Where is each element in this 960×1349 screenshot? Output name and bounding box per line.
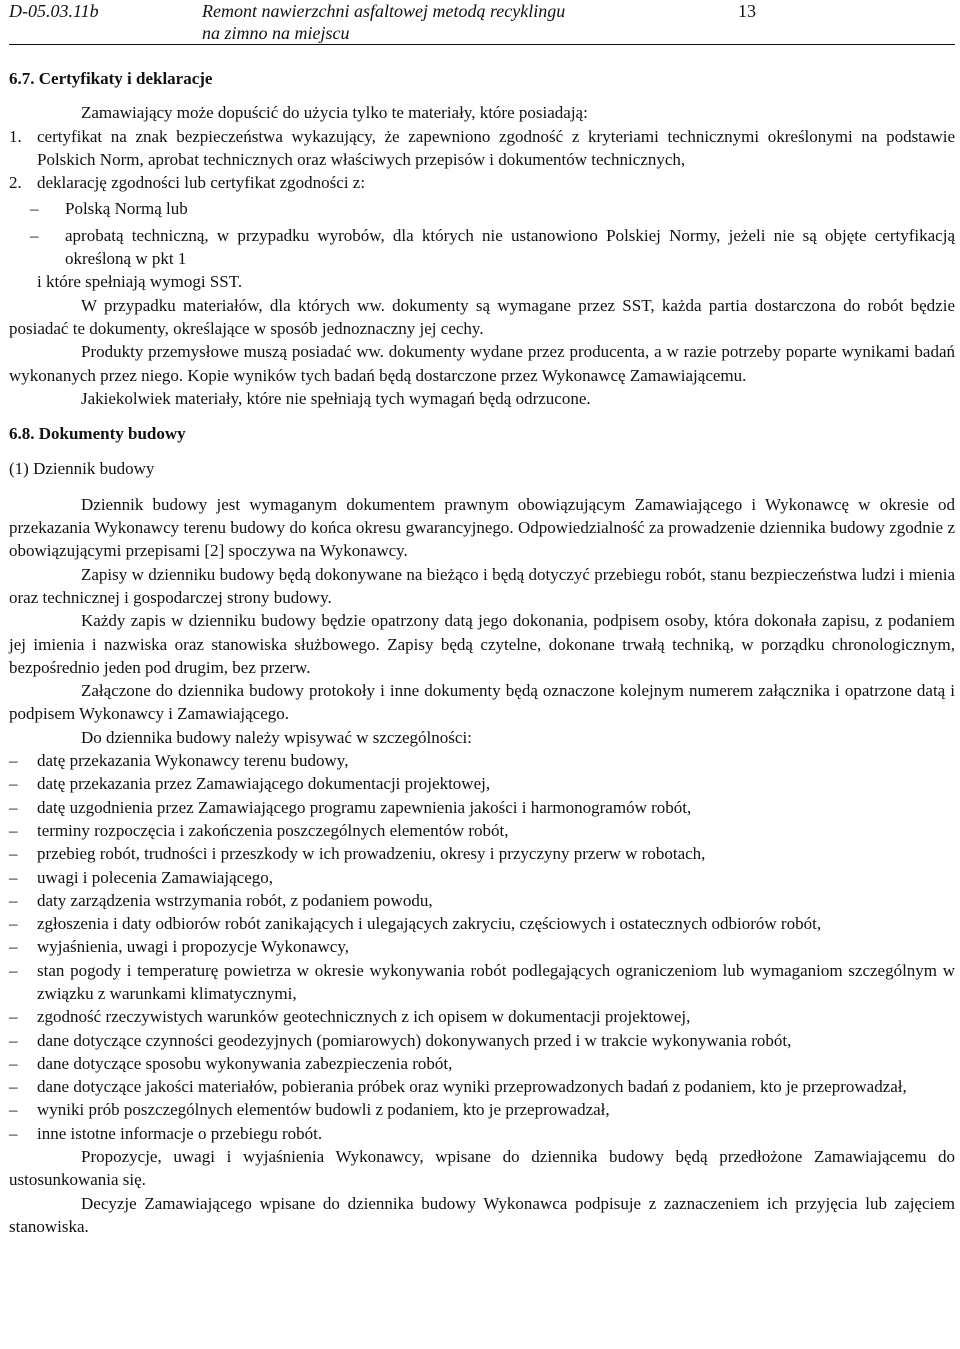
list-item-text: zgłoszenia i daty odbiorów robót zanikających i ulegających zakryciu, częściowych i ostatecznych odbiorów robót,: [37, 914, 822, 934]
list-item-text: przebieg robót, trudności i przeszkody w ich prowadzeniu, okresy i przyczyny przerw w robotach,: [37, 844, 706, 864]
list-item-text: datę przekazania Wykonawcy terenu budowy,: [37, 751, 349, 771]
list-item: [9, 1122, 955, 1145]
dash-bullet: –: [9, 820, 18, 840]
list-item: [9, 819, 955, 842]
dash-bullet: –: [9, 1053, 18, 1073]
dash-bullet: –: [9, 937, 18, 957]
list-item: [9, 889, 955, 912]
list-item-text: terminy rozpoczęcia i zakończenia poszczególnych elementów robót,: [37, 820, 509, 840]
list-item: [9, 959, 955, 1006]
dash-bullet: –: [9, 774, 18, 794]
list-item: [9, 935, 955, 958]
list-item-text: dane dotyczące czynności geodezyjnych (pomiarowych) dokonywanych przed i w trakcie wykonywania robót,: [37, 1030, 792, 1050]
paragraph: Propozycje, uwagi i wyjaśnienia Wykonawcy, wpisane do dziennika budowy będą przedłożone Zamawiającemu do ustosunkowania się.: [9, 1147, 955, 1190]
list-item-text: wyjaśnienia, uwagi i propozycje Wykonawcy,: [37, 937, 349, 957]
list-item-text: dane dotyczące sposobu wykonywania zabezpieczenia robót,: [37, 1053, 453, 1073]
dash-bullet: –: [9, 890, 18, 910]
list-item: [9, 842, 955, 865]
list-item: [9, 866, 955, 889]
subsection-heading: (1) Dziennik budowy: [9, 459, 155, 479]
numbered-item: [9, 125, 955, 172]
item-number: 1.: [9, 126, 22, 146]
paragraph: Zapisy w dzienniku budowy będą dokonywane na bieżąco i będą dotyczyć przebiegu robót, stanu bezpieczeństwa ludzi i mienia oraz technicznej i gospodarczej strony budowy.: [9, 564, 955, 607]
list-item-text: datę uzgodnienia przez Zamawiającego programu zapewnienia jakości i harmonogramów robót,: [37, 797, 692, 817]
spec-code: D-05.03.11b: [9, 1, 99, 21]
section-6-7-intro: Zamawiający może dopuścić do użycia tylko te materiały, które posiadają:: [81, 103, 588, 123]
paragraph: Produkty przemysłowe muszą posiadać ww. dokumenty wydane przez producenta, a w razie potrzeby poparte wynikami badań wykonanych przez niego. Kopie wyników tych badań będą dostarczone przez Wykonawcę Zamawiającemu.: [9, 342, 955, 385]
document-page: [9, 0, 955, 1238]
spec-title-line2: na zimno na miejscu: [202, 23, 350, 43]
list-item: [9, 1075, 955, 1098]
sub-list-item-text: aprobatą techniczną, w przypadku wyrobów, dla których nie ustanowiono Polskiej Normy, jeżeli nie są objęte certyfikacją określoną w pkt 1: [65, 225, 955, 269]
dash-bullet: –: [9, 1123, 18, 1143]
list-item-text: uwagi i polecenia Zamawiającego,: [37, 867, 273, 887]
dash-bullet: –: [9, 1100, 18, 1120]
dash-bullet: –: [9, 960, 18, 980]
list-item-text: zgodność rzeczywistych warunków geotechnicznych z ich opisem w dokumentacji projektowej,: [37, 1007, 691, 1027]
dash-bullet: –: [9, 1077, 18, 1097]
paragraph: Decyzje Zamawiającego wpisane do dziennika budowy Wykonawca podpisuje z zaznaczeniem ich przyjęcia lub zajęciem stanowiska.: [9, 1193, 955, 1236]
numbered-item: [9, 171, 955, 194]
paragraph: W przypadku materiałów, dla których ww. dokumenty są wymagane przez SST, każda partia dostarczona do robót będzie posiadać te dokumenty, określające w sposób jednoznaczny jej cechy.: [9, 295, 955, 338]
section-heading-6-8: 6.8. Dokumenty budowy: [9, 424, 186, 444]
list-item: [9, 1098, 955, 1121]
list-item: [9, 796, 955, 819]
dash-bullet: –: [9, 867, 18, 887]
page-header: [9, 0, 955, 45]
list-item: [9, 912, 955, 935]
list-item: [9, 1029, 955, 1052]
list-item-text: dane dotyczące jakości materiałów, pobierania próbek oraz wyniki przeprowadzonych badań z podaniem, kto je przeprowadzał,: [37, 1077, 907, 1097]
dash-bullet: –: [30, 225, 39, 245]
dash-bullet: –: [30, 199, 39, 219]
dash-bullet: –: [9, 1007, 18, 1027]
item-text: certyfikat na znak bezpieczeństwa wykazujący, że zapewniono zgodność z kryteriami technicznymi określonymi na podstawie Polskich Norm, aprobat technicznych oraz właściwych przepisów i dokumentów technicznych,: [37, 126, 955, 169]
dash-bullet: –: [9, 1030, 18, 1050]
spec-title-line1: Remont nawierzchni asfaltowej metodą recyklingu: [202, 1, 566, 21]
list-item-text: wyniki prób poszczególnych elementów budowli z podaniem, kto je przeprowadzał,: [37, 1100, 610, 1120]
dash-bullet: –: [9, 844, 18, 864]
paragraph: Jakiekolwiek materiały, które nie spełniają tych wymagań będą odrzucone.: [81, 388, 591, 408]
list-item-text: stan pogody i temperaturę powietrza w okresie wykonywania robót podlegających ograniczeniom lub wymaganiom szczególnym w związku z warunkami klimatycznymi,: [37, 960, 955, 1003]
paragraph: Załączone do dziennika budowy protokoły i inne dokumenty będą oznaczone kolejnym numerem załącznika i opatrzone datą i podpisem Wykonawcy i Zamawiającego.: [9, 681, 955, 724]
list-item-text: inne istotne informacje o przebiegu robót.: [37, 1123, 323, 1143]
after-list-text: i które spełniają wymogi SST.: [37, 272, 243, 292]
list-item: [9, 749, 955, 772]
item-text: deklarację zgodności lub certyfikat zgodności z:: [37, 173, 366, 193]
list-item-text: datę przekazania przez Zamawiającego dokumentacji projektowej,: [37, 774, 491, 794]
paragraph: Dziennik budowy jest wymaganym dokumentem prawnym obowiązującym Zamawiającego i Wykonawcę w okresie od przekazania Wykonawcy terenu budowy do końca okresu gwarancyjnego. Odpowiedzialność za prowadzenie dziennika budowy zgodnie z obowiązującymi przepisami [2] spoczywa na Wykonawcy.: [9, 494, 955, 561]
page-number: 13: [738, 1, 756, 21]
sub-list-item-text: Polską Normą lub: [65, 199, 188, 219]
list-item: [9, 772, 955, 795]
dash-bullet: –: [9, 914, 18, 934]
sub-list-item: [9, 197, 955, 220]
item-number: 2.: [9, 173, 22, 193]
sub-list-item: [9, 224, 955, 271]
paragraph: Do dziennika budowy należy wpisywać w szczególności:: [81, 727, 472, 747]
dash-bullet: –: [9, 797, 18, 817]
dash-bullet: –: [9, 751, 18, 771]
list-item: [9, 1052, 955, 1075]
list-item-text: daty zarządzenia wstrzymania robót, z podaniem powodu,: [37, 890, 433, 910]
paragraph: Każdy zapis w dzienniku budowy będzie opatrzony datą jego dokonania, podpisem osoby, która dokonała zapisu, z podaniem jej imienia i nazwiska oraz stanowiska służbowego. Zapisy będą czytelne, dokonane trwałą techniką, w porządku chronologicznym, bezpośrednio jeden pod drugim, bez przerw.: [9, 611, 955, 677]
section-heading-6-7: 6.7. Certyfikaty i deklaracje: [9, 69, 213, 88]
spec-title: [202, 0, 565, 44]
list-item: [9, 1005, 955, 1028]
